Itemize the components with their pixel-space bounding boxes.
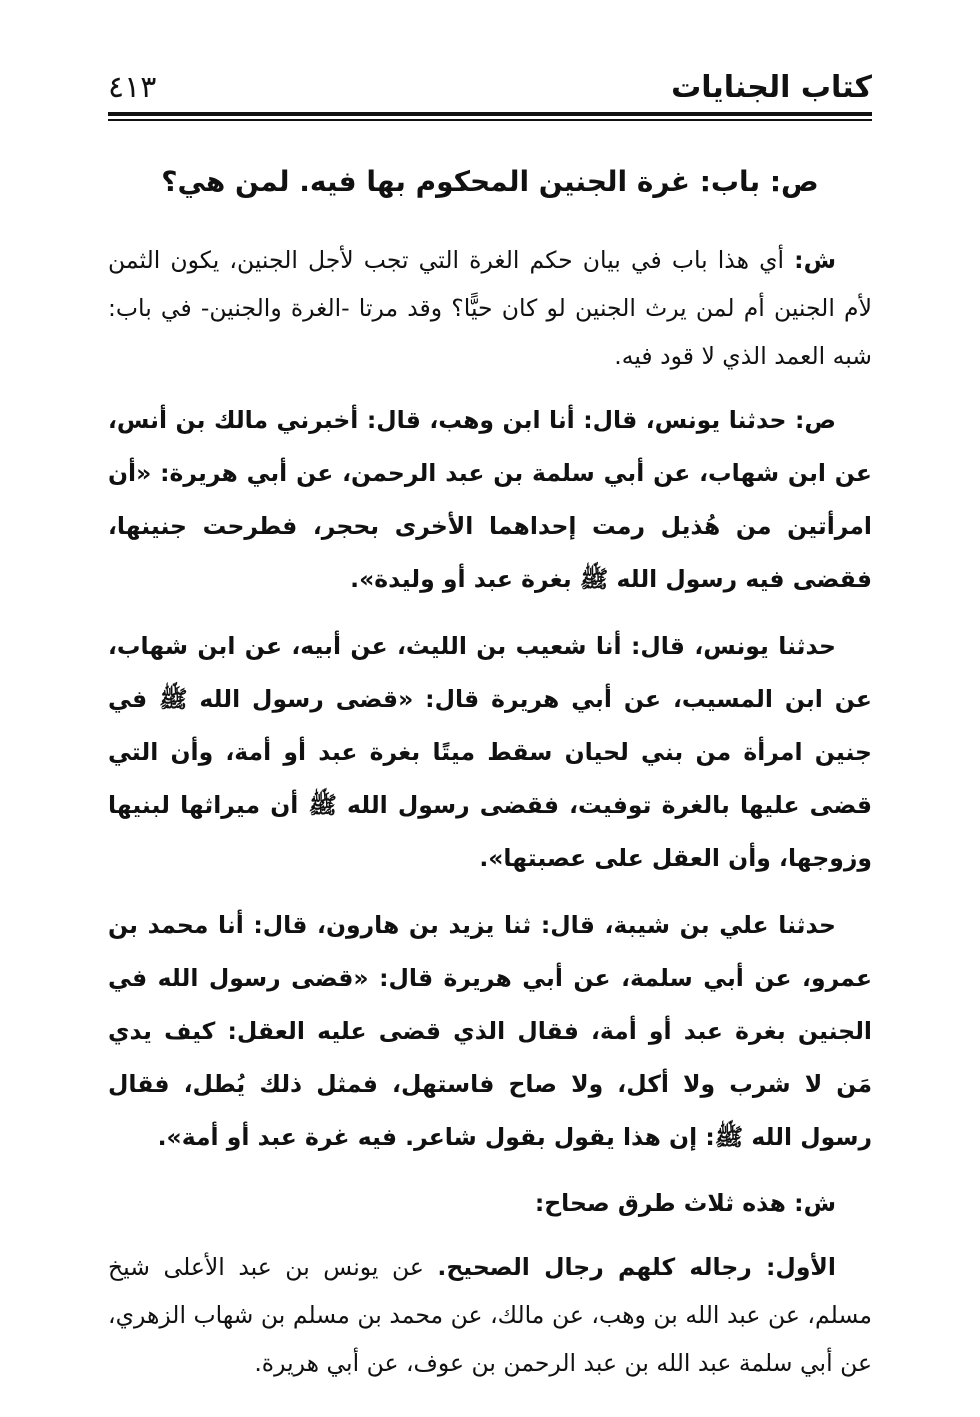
chapter-heading: ص: باب: غرة الجنين المحكوم بها فيه. لمن هي؟ (161, 165, 819, 198)
paragraph-commentary-3 (108, 1243, 872, 1387)
paragraph-text: حدثنا يونس، قال: أنا شعيب بن الليث، عن أبيه، عن ابن شهاب، عن ابن المسيب، عن أبي هريرة قال: «قضى رسول الله ﷺ في جنين امرأة من بني لحيان سقط ميتًا بغرة عبد أو أمة، وأن التي قضى عليها بالغرة توفيت، فقضى رسول الله ﷺ أن ميراثها لبنيها وزوجها، وأن العقل على عصبتها». (108, 632, 872, 872)
paragraph-hadith-2 (108, 620, 872, 885)
paragraph-label: ص: (794, 406, 836, 434)
paragraph-text: حدثنا يونس، قال: أنا ابن وهب، قال: أخبرني مالك بن أنس، عن ابن شهاب، عن أبي سلمة بن عبد الرحمن، عن أبي هريرة: «أن امرأتين من هُذيل رمت إحداهما الأخرى بحجر، فطرحت جنينها، فقضى فيه رسول الله ﷺ بغرة عبد أو وليدة». (108, 406, 872, 593)
running-header (108, 62, 872, 108)
header-rule-thick (108, 112, 872, 116)
paragraph-commentary-1 (108, 236, 872, 380)
paragraph-label: ش: (794, 1189, 836, 1217)
paragraph-label: ش: (794, 246, 836, 274)
page-number: ٤١٣ (108, 70, 157, 105)
header-rule-thin (108, 119, 872, 121)
book-title: كتاب الجنايات (671, 70, 872, 105)
paragraph-text: عن يونس بن عبد الأعلى شيخ مسلم، عن عبد الله بن وهب، عن مالك، عن محمد بن مسلم بن شهاب الزهري، عن أبي سلمة عبد الله بن عبد الرحمن بن عوف، عن أبي هريرة. (108, 1253, 872, 1377)
paragraph-text: هذه ثلاث طرق صحاح: (534, 1189, 786, 1217)
paragraph-hadith-1 (108, 394, 872, 606)
paragraph-text: حدثنا علي بن شيبة، قال: ثنا يزيد بن هارون، قال: أنا محمد بن عمرو، عن أبي سلمة، عن أبي هريرة قال: «قضى رسول الله في الجنين بغرة عبد أو أمة، فقال الذي قضى عليه العقل: كيف يدي مَن لا شرب ولا أكل، ولا صاح فاستهل، فمثل ذلك يُطل، فقال رسول الله ﷺ: إن هذا يقول بقول شاعر. فيه غرة عبد أو أمة». (108, 911, 872, 1151)
paragraph-label: الأول: رجاله كلهم رجال الصحيح. (437, 1253, 836, 1281)
paragraph-hadith-3 (108, 899, 872, 1164)
paragraph-commentary-2 (108, 1178, 872, 1229)
page-body (108, 236, 872, 1387)
paragraph-text: أي هذا باب في بيان حكم الغرة التي تجب لأجل الجنين، يكون الثمن لأم الجنين أم لمن يرث الجنين لو كان حيًّا؟ وقد مرتا -الغرة والجنين- في باب: شبه العمد الذي لا قود فيه. (108, 246, 872, 370)
